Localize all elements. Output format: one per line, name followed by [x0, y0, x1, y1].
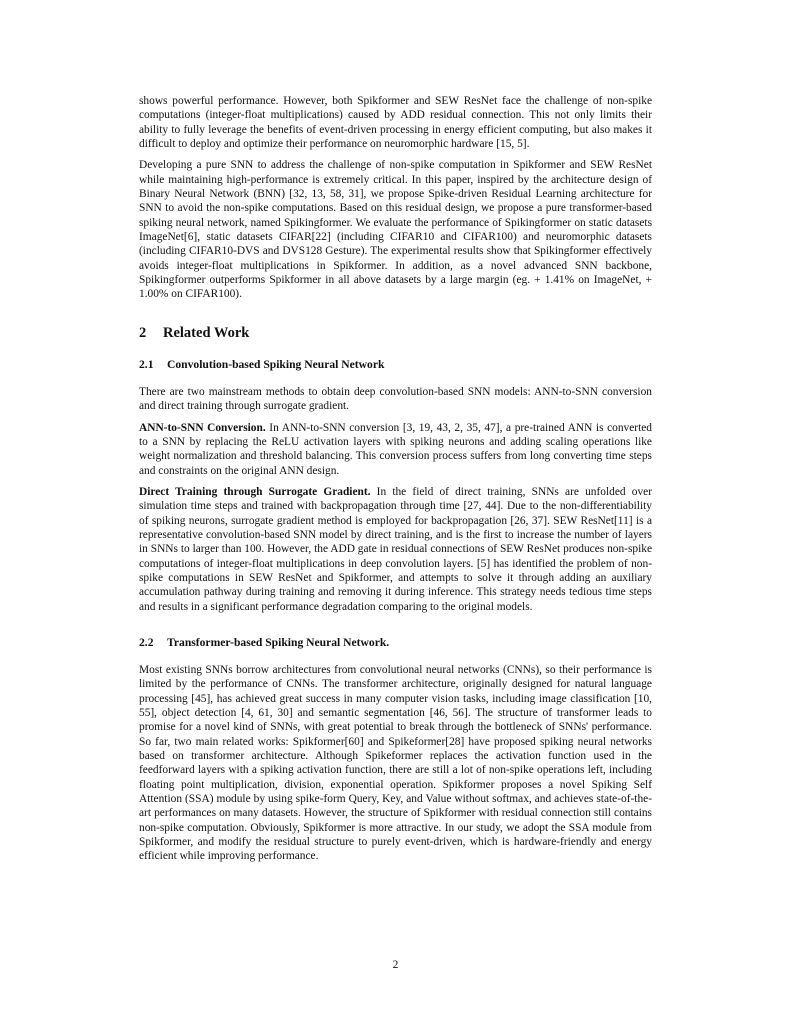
subsection-number: 2.2: [139, 635, 154, 649]
section-title: Related Work: [163, 324, 250, 341]
direct-training-text: In the field of direct training, SNNs are unfolded over simulation time steps and trained with backpropagation through time [27, 44]. Due to the non-differentiability of spiking neurons, surrogate gradient method is employed for backpropagation [26, 37]. SEW ResNet[11] is a representative convolution-based SNN model by direct training, and is the first to increase the number of layers in SNNs to larger than 100. However, the ADD gate in residual connections of SEW ResNet produces non-spike computations of integer-float multiplications in deep convolution layers. [5] has identified the problem of non-spike computations in SEW ResNet and Spikformer, and attempts to solve it through adding an auxiliary accumulation pathway during training and removing it during inference. This strategy needs tedious time steps and results in a significant performance degradation comparing to the original models.: [139, 485, 652, 613]
subsection-title: Convolution-based Spiking Neural Network: [167, 357, 385, 371]
ann-to-snn-heading: ANN-to-SNN Conversion.: [139, 421, 266, 434]
page-number: 2: [392, 959, 399, 971]
direct-training-heading: Direct Training through Surrogate Gradient.: [139, 485, 371, 498]
sub22-paragraph: Most existing SNNs borrow architectures from convolutional neural networks (CNNs), so their performance is limited by the performance of CNNs. The transformer architecture, originally designed for natural language processing [45], has achieved great success in many computer vision tasks, including image classification [10, 55], object detection [4, 61, 30] and semantic segmentation [46, 56]. The structure of transformer leads to promise for a novel kind of SNNs, with great potential to break through the bottleneck of SNNs' performance. So far, two main related works: Spikformer[60] and Spikeformer[28] have proposed spiking neural networks based on transformer architecture. Although Spikeformer replaces the activation function used in the feedforward layers with a spiking activation function, there are still a lot of non-spike operations left, including floating point multiplication, division, exponential operation. Spikformer proposes a novel Spiking Self Attention (SSA) module by using spike-form Query, Key, and Value without softmax, and achieves state-of-the-art performances on many datasets. However, the structure of Spikformer with residual connection still contains non-spike computation. Obviously, Spikformer is more attractive. In our study, we adopt the SSA module from Spikformer, and modify the residual structure to purely event-driven, which is hardware-friendly and energy efficient while improving performance.: [139, 663, 652, 863]
ann-to-snn-paragraph: [139, 421, 652, 478]
subsection-title: Transformer-based Spiking Neural Network.: [167, 635, 390, 649]
subsection-heading-2-1: [139, 357, 652, 372]
ann-to-snn-text: In ANN-to-SNN conversion [3, 19, 43, 2, 35, 47], a pre-trained ANN is converted to a SNN by replacing the ReLU activation layers with spiking neurons and adding scaling operations like weight normalization and threshold balancing. This conversion process suffers from long converting time steps and constraints on the original ANN design.: [139, 421, 652, 477]
intro-paragraph-2: Developing a pure SNN to address the challenge of non-spike computation in Spikformer and SEW ResNet while maintaining high-performance is extremely critical. In this paper, inspired by the architecture design of Binary Neural Network (BNN) [32, 13, 58, 31], we propose Spike-driven Residual Learning architecture for SNN to avoid the non-spike computations. Based on this residual design, we propose a pure transformer-based spiking neural network, named Spikingformer. We evaluate the performance of Spikingformer on static datasets ImageNet[6], static datasets CIFAR[22] (including CIFAR10 and CIFAR100) and neuromorphic datasets (including CIFAR10-DVS and DVS128 Gesture). The experimental results show that Spikingformer effectively avoids integer-float multiplications in Spikformer. In addition, as a novel advanced SNN backbone, Spikingformer outperforms Spikformer in all above datasets by a large margin (eg. + 1.41% on ImageNet, + 1.00% on CIFAR100).: [139, 159, 652, 301]
section-number: 2: [139, 324, 147, 341]
subsection-number: 2.1: [139, 357, 154, 371]
section-heading-related-work: [139, 324, 652, 342]
page-body: [139, 94, 652, 871]
intro-paragraph-1: shows powerful performance. However, both Spikformer and SEW ResNet face the challenge of non-spike computations (integer-float multiplications) caused by ADD residual connection. This not only limits their ability to fully leverage the benefits of event-driven processing in energy efficient computing, but also makes it difficult to deploy and optimize their performance on neuromorphic hardware [15, 5].: [139, 95, 652, 151]
subsection-heading-2-2: [139, 635, 652, 650]
sub21-intro-paragraph: There are two mainstream methods to obtain deep convolution-based SNN models: ANN-to-SNN conversion and direct training through surrogate gradient.: [139, 385, 652, 413]
direct-training-paragraph: [139, 485, 652, 614]
